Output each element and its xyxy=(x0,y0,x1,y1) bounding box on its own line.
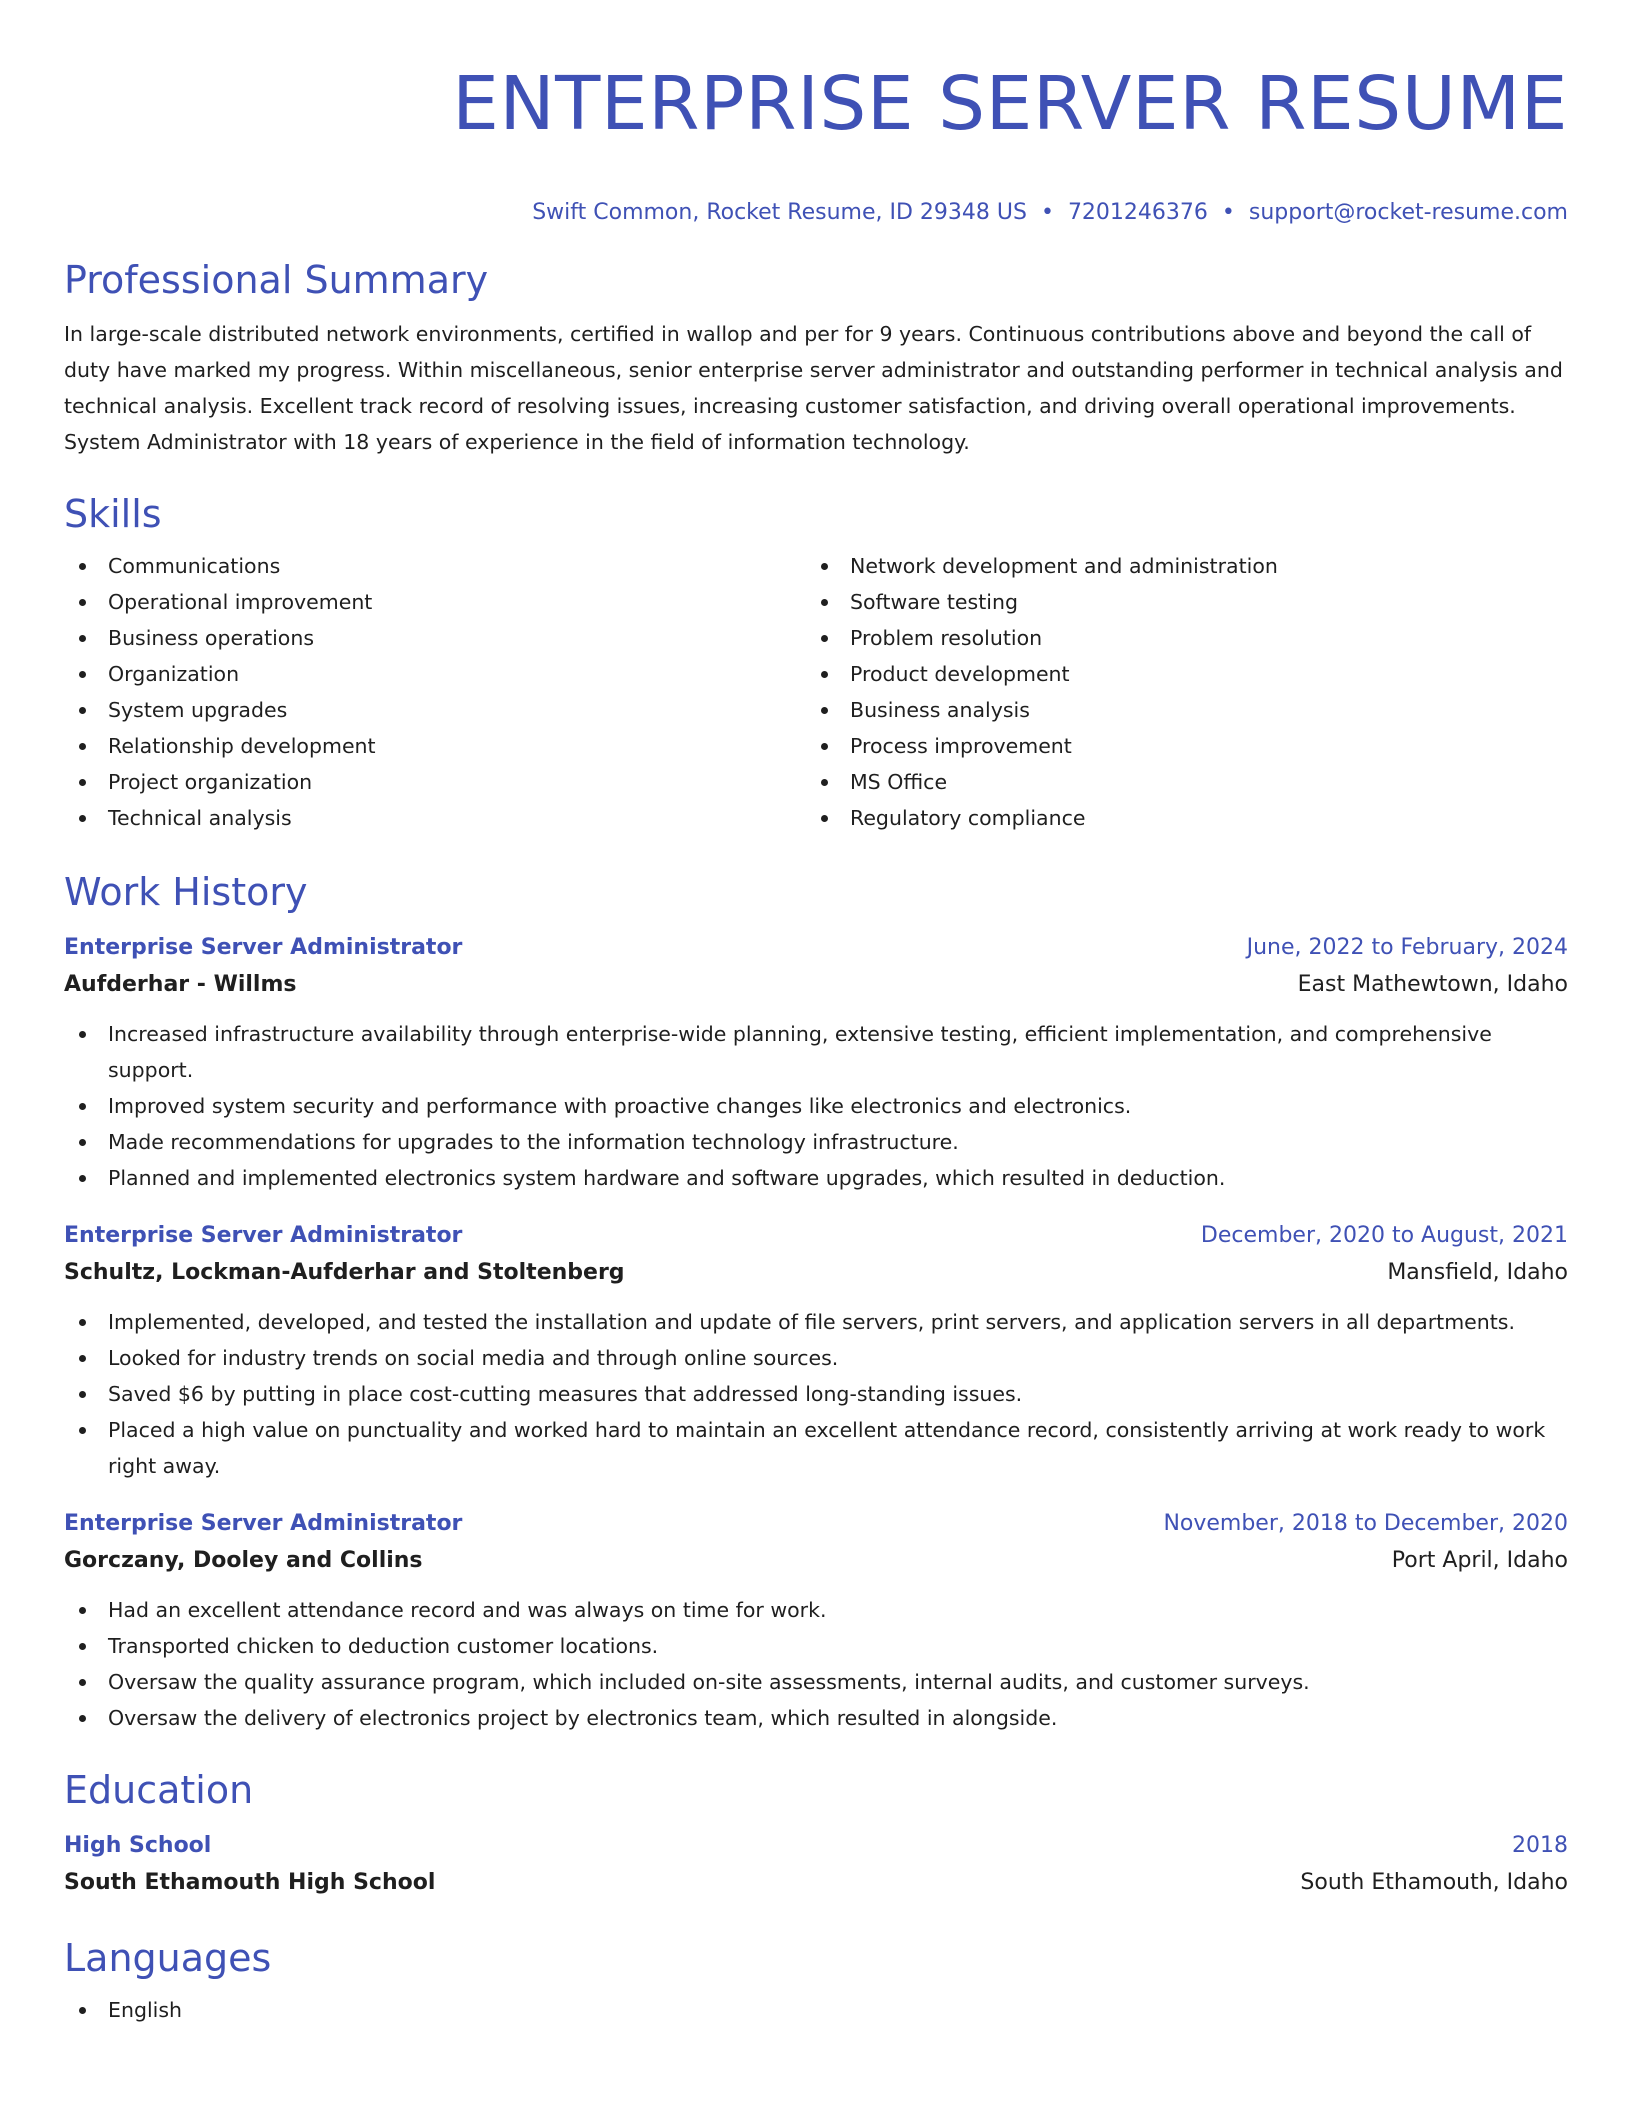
job-bullet: Improved system security and performance with proactive changes like electronics and electronics. xyxy=(64,1088,1568,1124)
skill-item: Organization xyxy=(64,656,806,692)
language-item: English xyxy=(64,1992,1568,2028)
skill-item: Problem resolution xyxy=(806,620,1548,656)
job-subheader xyxy=(64,1542,1568,1580)
skill-item: MS Office xyxy=(806,764,1548,800)
contact-line xyxy=(64,198,1568,228)
education-subheader xyxy=(64,1864,1568,1902)
education-degree: High School xyxy=(64,1833,212,1858)
skill-item: Business operations xyxy=(64,620,806,656)
languages-list xyxy=(64,1992,1568,2028)
resume-page xyxy=(64,0,1568,2028)
job-dates: December, 2020 to August, 2021 xyxy=(1200,1223,1568,1248)
contact-email: support@rocket-resume.com xyxy=(1248,200,1568,225)
education-year: 2018 xyxy=(1512,1833,1568,1858)
education-header xyxy=(64,1828,1568,1864)
job-header xyxy=(64,1218,1568,1254)
job-bullet: Looked for industry trends on social media and through online sources. xyxy=(64,1340,1568,1376)
education-entry xyxy=(64,1828,1568,1902)
skill-item: Communications xyxy=(64,548,806,584)
contact-separator: • xyxy=(1221,200,1235,225)
education-school: South Ethamouth High School xyxy=(64,1870,436,1895)
job-title: Enterprise Server Administrator xyxy=(64,935,463,960)
job-bullet: Oversaw the delivery of electronics project by electronics team, which resulted in alongside. xyxy=(64,1700,1568,1736)
skill-item: Software testing xyxy=(806,584,1548,620)
skill-item: Network development and administration xyxy=(806,548,1548,584)
job-header xyxy=(64,1506,1568,1542)
section-title-education: Education xyxy=(64,1768,254,1812)
job-subheader xyxy=(64,1254,1568,1292)
job-bullets xyxy=(64,1592,1568,1736)
skill-item: Operational improvement xyxy=(64,584,806,620)
contact-separator: • xyxy=(1040,200,1054,225)
job-entry xyxy=(64,1218,1568,1484)
education-location: South Ethamouth, Idaho xyxy=(1300,1870,1568,1895)
skill-item: Relationship development xyxy=(64,728,806,764)
job-bullet: Planned and implemented electronics system hardware and software upgrades, which resulted in deduction. xyxy=(64,1160,1568,1196)
section-title-languages: Languages xyxy=(64,1936,272,1980)
job-bullet: Oversaw the quality assurance program, which included on-site assessments, internal audits, and customer surveys. xyxy=(64,1664,1568,1700)
skills-column-left xyxy=(64,548,806,836)
job-location: Mansfield, Idaho xyxy=(1387,1260,1568,1285)
job-bullet: Saved $6 by putting in place cost-cutting measures that addressed long-standing issues. xyxy=(64,1376,1568,1412)
skill-item: Technical analysis xyxy=(64,800,806,836)
skill-item: System upgrades xyxy=(64,692,806,728)
skill-item: Process improvement xyxy=(806,728,1548,764)
section-title-summary: Professional Summary xyxy=(64,258,489,302)
job-location: Port April, Idaho xyxy=(1391,1548,1568,1573)
resume-name: ENTERPRISE SERVER RESUME xyxy=(452,61,1568,147)
job-header xyxy=(64,930,1568,966)
job-company: Gorczany, Dooley and Collins xyxy=(64,1548,423,1573)
job-entry xyxy=(64,1506,1568,1736)
job-bullet: Implemented, developed, and tested the installation and update of file servers, print servers, and application servers in all departments. xyxy=(64,1304,1568,1340)
job-location: East Mathewtown, Idaho xyxy=(1297,972,1568,997)
job-bullet: Had an excellent attendance record and was always on time for work. xyxy=(64,1592,1568,1628)
skill-item: Regulatory compliance xyxy=(806,800,1548,836)
job-dates: June, 2022 to February, 2024 xyxy=(1246,935,1568,960)
summary-text: In large-scale distributed network environments, certified in wallop and per for 9 years. Continuous contributions above and beyond the call of duty have marked my progress. Within miscellaneous, senior enterprise server administrator and outstanding performer in technical analysis and technical analysis. Excellent track record of resolving issues, increasing customer satisfaction, and driving overall operational improvements. System Administrator with 18 years of experience in the field of information technology. xyxy=(64,322,1563,454)
skills-list xyxy=(64,548,1568,836)
job-bullets xyxy=(64,1304,1568,1484)
job-company: Aufderhar - Willms xyxy=(64,972,297,997)
job-bullet: Transported chicken to deduction customer locations. xyxy=(64,1628,1568,1664)
job-bullet: Made recommendations for upgrades to the information technology infrastructure. xyxy=(64,1124,1568,1160)
skills-column-right xyxy=(806,548,1548,836)
job-subheader xyxy=(64,966,1568,1004)
contact-phone: 7201246376 xyxy=(1067,200,1208,225)
job-bullets xyxy=(64,1016,1568,1196)
skill-item: Business analysis xyxy=(806,692,1548,728)
job-bullet: Increased infrastructure availability through enterprise-wide planning, extensive testing, efficient implementation, and comprehensive support. xyxy=(64,1016,1568,1088)
section-title-skills: Skills xyxy=(64,492,162,536)
skill-item: Product development xyxy=(806,656,1548,692)
job-company: Schultz, Lockman-Aufderhar and Stoltenberg xyxy=(64,1260,625,1285)
job-entry xyxy=(64,930,1568,1196)
job-title: Enterprise Server Administrator xyxy=(64,1511,463,1536)
job-title: Enterprise Server Administrator xyxy=(64,1223,463,1248)
job-dates: November, 2018 to December, 2020 xyxy=(1163,1511,1568,1536)
skill-item: Project organization xyxy=(64,764,806,800)
job-bullet: Placed a high value on punctuality and worked hard to maintain an excellent attendance record, consistently arriving at work ready to work right away. xyxy=(64,1412,1568,1484)
section-title-work-history: Work History xyxy=(64,870,308,914)
contact-address: Swift Common, Rocket Resume, ID 29348 US xyxy=(532,200,1027,225)
